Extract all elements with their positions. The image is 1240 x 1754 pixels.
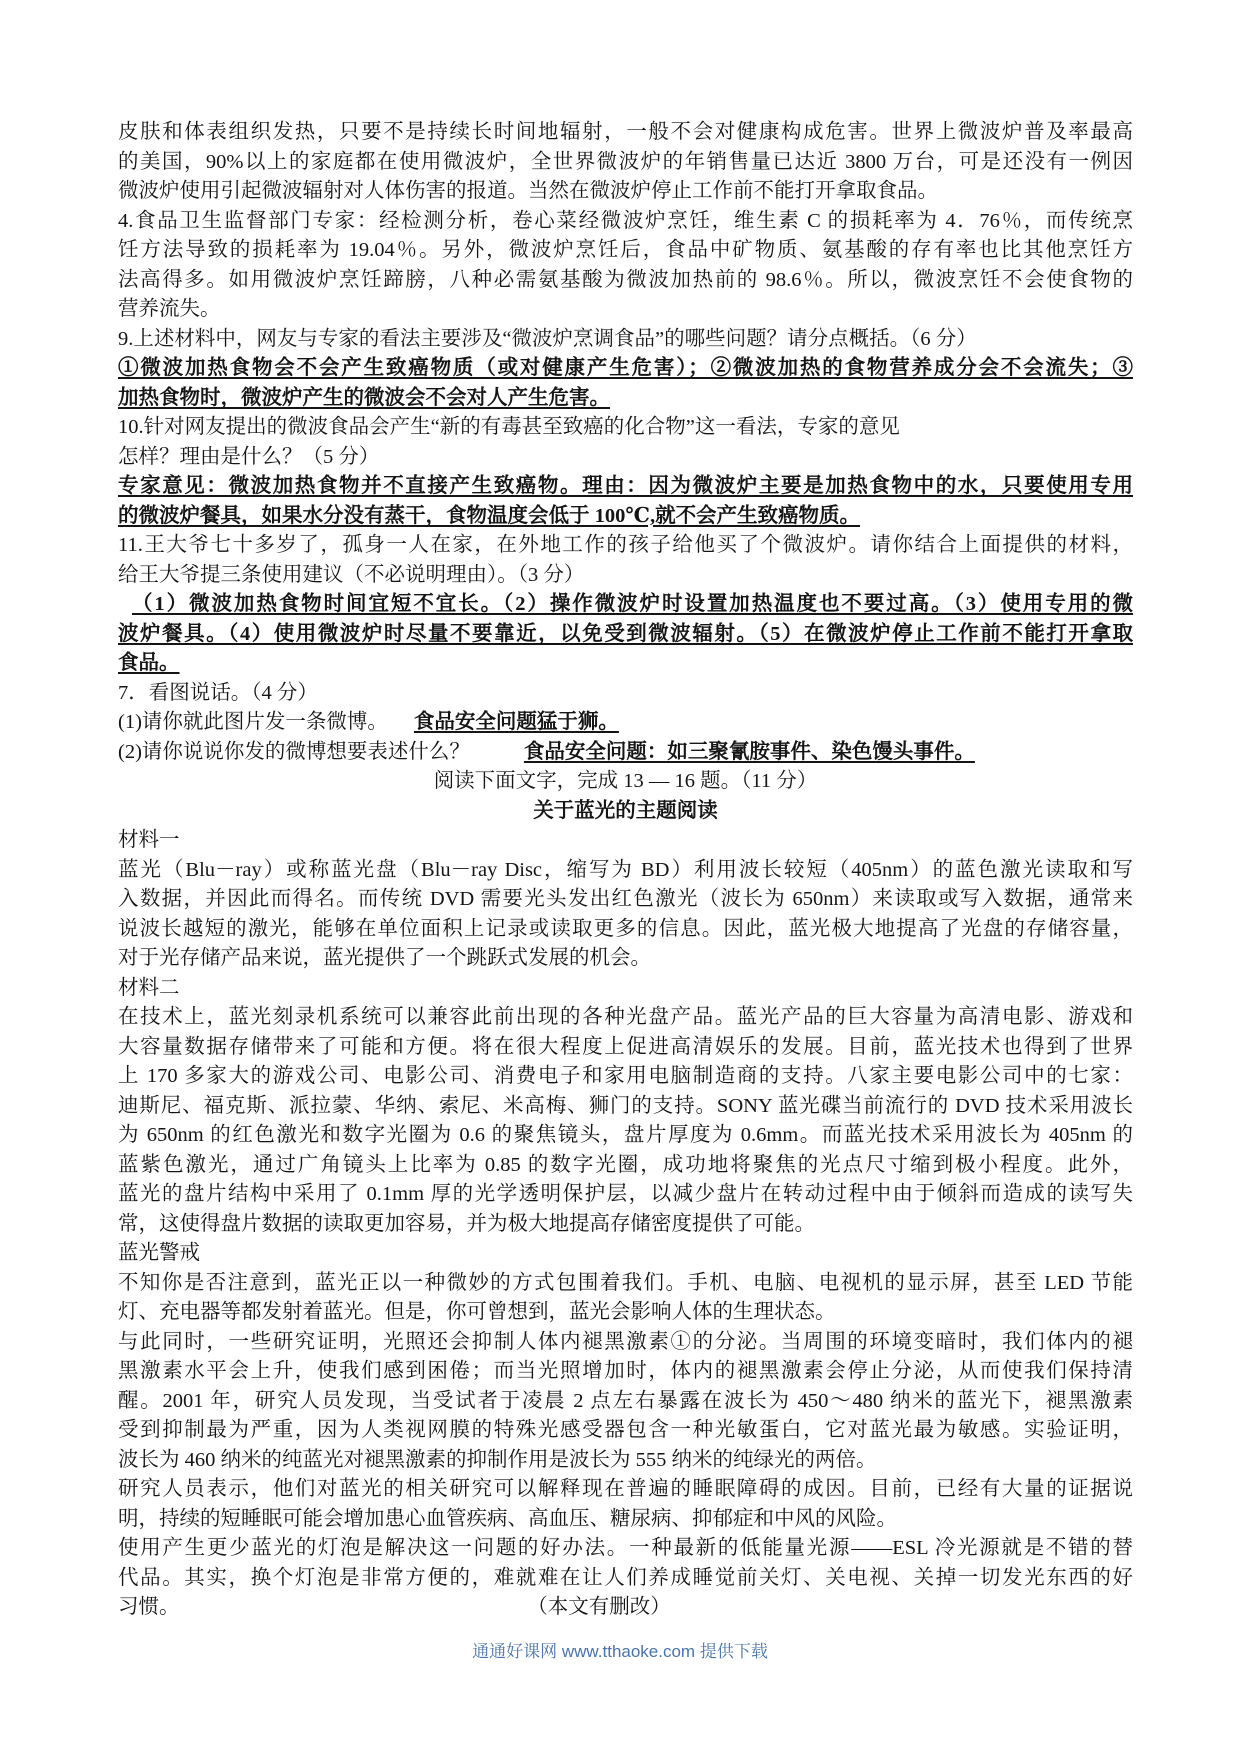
reading-instruction: 阅读下面文字，完成 13 — 16 题。（11 分）: [433, 770, 818, 792]
expert-opinion-line: 法高得多。如用微波炉烹饪蹄膀，八种必需氨基酸为微波加热前的 98.6％。所以，微波烹饪不会使食物的: [118, 268, 1133, 291]
question-7-item-prompt: (1)请你就此图片发一条微博。: [118, 711, 388, 733]
question-11-answer-line: 波炉餐具。（4）使用微波炉时尽量不要靠近，以免受到微波辐射。（5）在微波炉停止工作前不能打开拿取: [118, 622, 1133, 645]
question-11-prompt-line: 11.王大爷七十多岁了，孤身一人在家，在外地工作的孩子给他买了个微波炉。请你结合上面提供的材料，: [118, 534, 1133, 556]
material-1-line: 对于光存储产品来说，蓝光提供了一个跳跃式发展的机会。: [118, 947, 651, 969]
revision-note: （本文有删改）: [537, 1596, 671, 1618]
material-2-line: 蓝紫色激光，通过广角镜头上比率为 0.85 的数字光圈，成功地将聚焦的光点尺寸缩到极小程度。此外，: [118, 1153, 1133, 1176]
question-7-item-prompt: (2)请你说说你发的微博想要表述什么？: [118, 740, 470, 763]
warning-line: 波长为 460 纳米的纯蓝光对褪黑激素的抑制作用是波长为 555 纳米的纯绿光的两倍。: [118, 1448, 877, 1471]
warning-paragraph: [118, 1328, 1133, 1476]
material-1: [118, 826, 1133, 974]
warning-heading: 蓝光警戒: [118, 1242, 200, 1264]
warning-line: 灯、充电器等都发射着蓝光。但是，你可曾想到，蓝光会影响人体的生理状态。: [118, 1301, 836, 1323]
question-11-answer-line: 食品。: [118, 652, 180, 674]
warning-line: 醒。2001 年，研究人员发现，当受试者于凌晨 2 点左右暴露在波长为 450～480 纳米的蓝光下，褪黑激素: [118, 1389, 1133, 1412]
question-10-answer-line: 的微波炉餐具，如果水分没有蒸干，食物温度会低于 100℃,就不会产生致癌物质。: [118, 504, 861, 527]
question-9: [118, 325, 1133, 414]
expert-opinion-line: 饪方法导致的损耗率为 19.04％。另外，微波炉烹饪后，食品中矿物质、氨基酸的存有率也比其他烹饪方: [118, 239, 1133, 261]
question-7-item: [118, 738, 1133, 768]
reading-title: 关于蓝光的主题阅读: [533, 799, 718, 822]
material-excerpt-line: 皮肤和体表组织发热，只要不是持续长时间地辐射，一般不会对健康构成危害。世界上微波炉普及率最高: [118, 121, 1133, 143]
material-2-line: 为 650nm 的红色激光和数字光圈为 0.6 的聚焦镜头，盘片厚度为 0.6mm。而蓝光技术采用波长为 405nm 的: [118, 1124, 1133, 1146]
material-1-line: 蓝光（Blu－ray）或称蓝光盘（Blu－ray Disc，缩写为 BD）利用波长较短（405nm）的蓝色激光读取和写: [118, 858, 1133, 881]
warning-line: 习惯。: [118, 1596, 180, 1618]
material-excerpt: [118, 118, 1133, 207]
question-10-prompt-line: 怎样？理由是什么？（5 分）: [118, 445, 380, 468]
warning-paragraph: [118, 1475, 1133, 1534]
material-excerpt-line: 的美国，90%以上的家庭都在使用微波炉，全世界微波炉的年销售量已达近 3800 万台，可是还没有一例因: [118, 150, 1133, 173]
reading-section: [118, 767, 1133, 1623]
material-2-line: 在技术上，蓝光刻录机系统可以兼容此前出现的各种光盘产品。蓝光产品的巨大容量为高清电影、游戏和: [118, 1006, 1133, 1028]
footer-text: 通通好课网 www.tthaoke.com 提供下载: [472, 1642, 768, 1661]
warning-line: 不知你是否注意到，蓝光正以一种微妙的方式包围着我们。手机、电脑、电视机的显示屏，甚至 LED 节能: [118, 1271, 1133, 1294]
material-2-line: 蓝光的盘片结构中采用了 0.1mm 厚的光学透明保护层，以减少盘片在转动过程中由于倾斜而造成的读写失: [118, 1183, 1133, 1205]
warning-line: 代品。其实，换个灯泡是非常方便的，难就难在让人们养成睡觉前关灯、关电视、关掉一切发光东西的好: [118, 1566, 1133, 1589]
material-2-line: 常，这使得盘片数据的读取更加容易，并为极大地提高存储密度提供了可能。: [118, 1212, 815, 1235]
warning-line: 受到抑制最为严重，因为人类视网膜的特殊光感受器包含一种光敏蛋白，它对蓝光最为敏感。实验证明，: [118, 1419, 1133, 1441]
material-2-heading: 材料二: [118, 976, 180, 999]
question-10: [118, 413, 1133, 531]
question-11-answer-line: （1）微波加热食物时间宜短不宜长。（2）操作微波炉时设置加热温度也不要过高。（3）使用专用的微: [132, 593, 1133, 615]
material-1-line: 入数据，并因此而得名。而传统 DVD 需要光头发出红色激光（波长为 650nm）来读取或写入数据，通常来: [118, 888, 1133, 910]
warning-line: 与此同时，一些研究证明，光照还会抑制人体内褪黑激素①的分泌。当周围的环境变暗时，我们体内的褪: [118, 1330, 1133, 1353]
warning-line: 黑激素水平会上升，使我们感到困倦；而当光照增加时，体内的褪黑激素会停止分泌，从而使我们保持清: [118, 1360, 1133, 1382]
question-9-prompt: 9.上述材料中，网友与专家的看法主要涉及“微波炉烹调食品”的哪些问题？请分点概括。（6 分）: [118, 327, 977, 350]
expert-opinion-line: 4.食品卫生监督部门专家：经检测分析，卷心菜经微波炉烹饪，维生素 C 的损耗率为 4．76％，而传统烹: [118, 209, 1133, 232]
material-2: [118, 974, 1133, 1240]
question-10-answer-line: 专家意见：微波加热食物并不直接产生致癌物。理由：因为微波炉主要是加热食物中的水，只要使用专用: [118, 475, 1133, 497]
question-9-answer-line: ①微波加热食物会不会产生致癌物质（或对健康产生危害）；②微波加热的食物营养成分会不会流失；③: [118, 357, 1133, 379]
expert-opinion: [118, 207, 1133, 325]
warning-line: 明，持续的短睡眠可能会增加患心血管疾病、高血压、糖尿病、抑郁症和中风的风险。: [118, 1507, 897, 1530]
question-10-prompt-line: 10.针对网友提出的微波食品会产生“新的有毒甚至致癌的化合物”这一看法，专家的意见: [118, 416, 900, 438]
material-1-line: 说波长越短的激光，能够在单位面积上记录或读取更多的信息。因此，蓝光极大地提高了光盘的存储容量，: [118, 917, 1133, 940]
material-excerpt-line: 微波炉使用引起微波辐射对人体伤害的报道。当然在微波炉停止工作前不能打开拿取食品。: [118, 180, 938, 202]
expert-opinion-line: 营养流失。: [118, 298, 221, 320]
question-7-title: 7．看图说话。（4 分）: [118, 681, 318, 704]
page-content: [118, 118, 1133, 1623]
warning-line: 使用产生更少蓝光的灯泡是解决这一问题的好办法。一种最新的低能量光源——ESL 冷光源就是不错的替: [118, 1537, 1133, 1559]
material-2-line: 上 170 多家大的游戏公司、电影公司、消费电子和家用电脑制造商的支持。八家主要电影公司中的七家：: [118, 1065, 1133, 1087]
blue-light-warning: [118, 1239, 1133, 1623]
question-7-item-answer: 食品安全问题：如三聚氰胺事件、染色馒头事件。: [523, 740, 975, 763]
question-7-item: [118, 708, 1133, 738]
material-1-heading: 材料一: [118, 829, 180, 851]
warning-last-line: [118, 1593, 1133, 1623]
question-11-prompt-line: 给王大爷提三条使用建议（不必说明理由）。（3 分）: [118, 563, 585, 586]
question-9-answer-line: 加热食物时，微波炉产生的微波会不会对人产生危害。: [118, 386, 610, 409]
material-2-line: 大容量数据存储带来了可能和方便。将在很大程度上促进高清娱乐的发展。目前，蓝光技术也得到了世界: [118, 1035, 1133, 1058]
warning-paragraph: [118, 1534, 1133, 1623]
question-7: [118, 679, 1133, 768]
question-11: [118, 531, 1133, 679]
warning-paragraph: [118, 1269, 1133, 1328]
question-7-item-answer: 食品安全问题猛于狮。: [413, 711, 619, 733]
warning-line: 研究人员表示，他们对蓝光的相关研究可以解释现在普遍的睡眠障碍的成因。目前，已经有大量的证据说: [118, 1478, 1133, 1500]
material-2-line: 迪斯尼、福克斯、派拉蒙、华纳、索尼、米高梅、狮门的支持。SONY 蓝光碟当前流行的 DVD 技术采用波长: [118, 1094, 1133, 1117]
